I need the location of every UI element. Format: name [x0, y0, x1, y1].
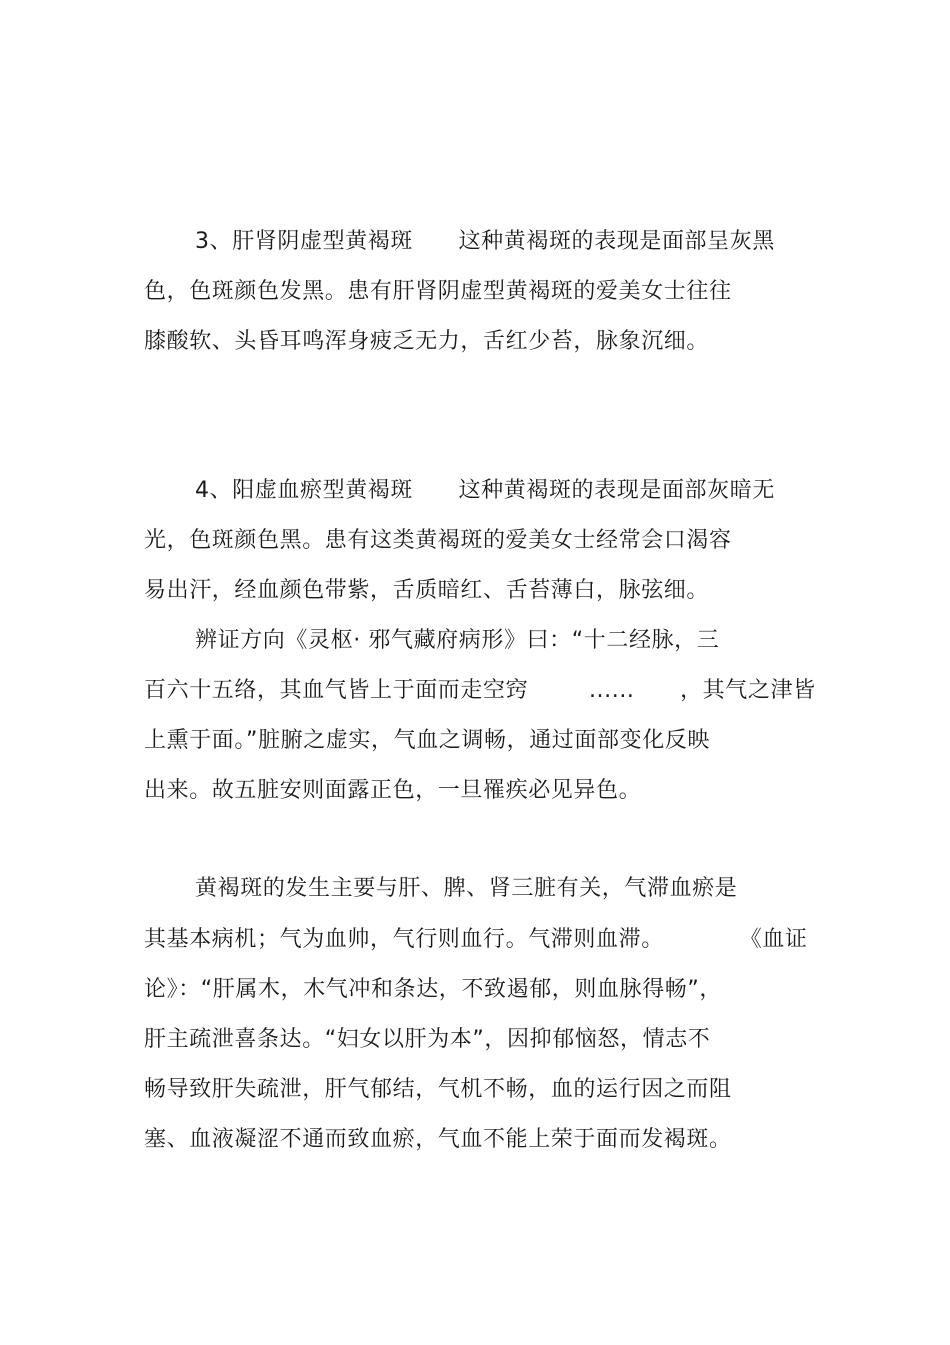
section-1-line-3: 膝酸软、头昏耳鸣浑身疲乏无力，舌红少苔，脉象沉细。 [144, 329, 710, 354]
section-1-line-1: 3、肝肾阴虚型黄褐斑 这种黄褐斑的表现是面部呈灰黑 [195, 229, 775, 254]
section-2-line-2: 光，色斑颜色黑。患有这类黄褐斑的爱美女士经常会口渴容 [144, 528, 732, 553]
section-3-line-1: 辨证方向《灵枢· 邪气藏府病形》曰：“十二经脉，三 [195, 628, 720, 653]
section-1-line-2: 色，色斑颜色发黑。患有肝肾阴虚型黄褐斑的爱美女士往往 [144, 279, 732, 304]
section-3-line-4: 出来。故五脏安则面露正色，一旦罹疾必见异色。 [144, 778, 642, 803]
section-4-line-2: 其基本病机；气为血帅，气行则血行。气滞则血滞。 《血证 [144, 927, 808, 952]
section-4-line-4: 肝主疏泄喜条达。“妇女以肝为本”，因抑郁恼怒，情志不 [144, 1027, 711, 1052]
section-4-line-3: 论》：“肝属木，木气冲和条达，不致遏郁，则血脉得畅”， [144, 977, 722, 1002]
section-2-line-1: 4、阳虚血瘀型黄褐斑 这种黄褐斑的表现是面部灰暗无 [195, 478, 775, 503]
section-3-line-3: 上熏于面。”脏腑之虚实，气血之调畅，通过面部变化反映 [144, 728, 710, 753]
section-2-line-3: 易出汗，经血颜色带紫，舌质暗红、舌苔薄白，脉弦细。 [144, 578, 710, 603]
section-4-line-5: 畅导致肝失疏泄，肝气郁结，气机不畅，血的运行因之而阻 [144, 1077, 732, 1102]
section-4-line-6: 塞、血液凝涩不通而致血瘀，气血不能上荣于面而发褐斑。 [144, 1127, 732, 1152]
section-4-line-1: 黄褐斑的发生主要与肝、脾、肾三脏有关，气滞血瘀是 [195, 876, 738, 901]
section-3-line-2: 百六十五络，其血气皆上于面而走空窍 ...... ，其气之津皆 [144, 678, 816, 703]
